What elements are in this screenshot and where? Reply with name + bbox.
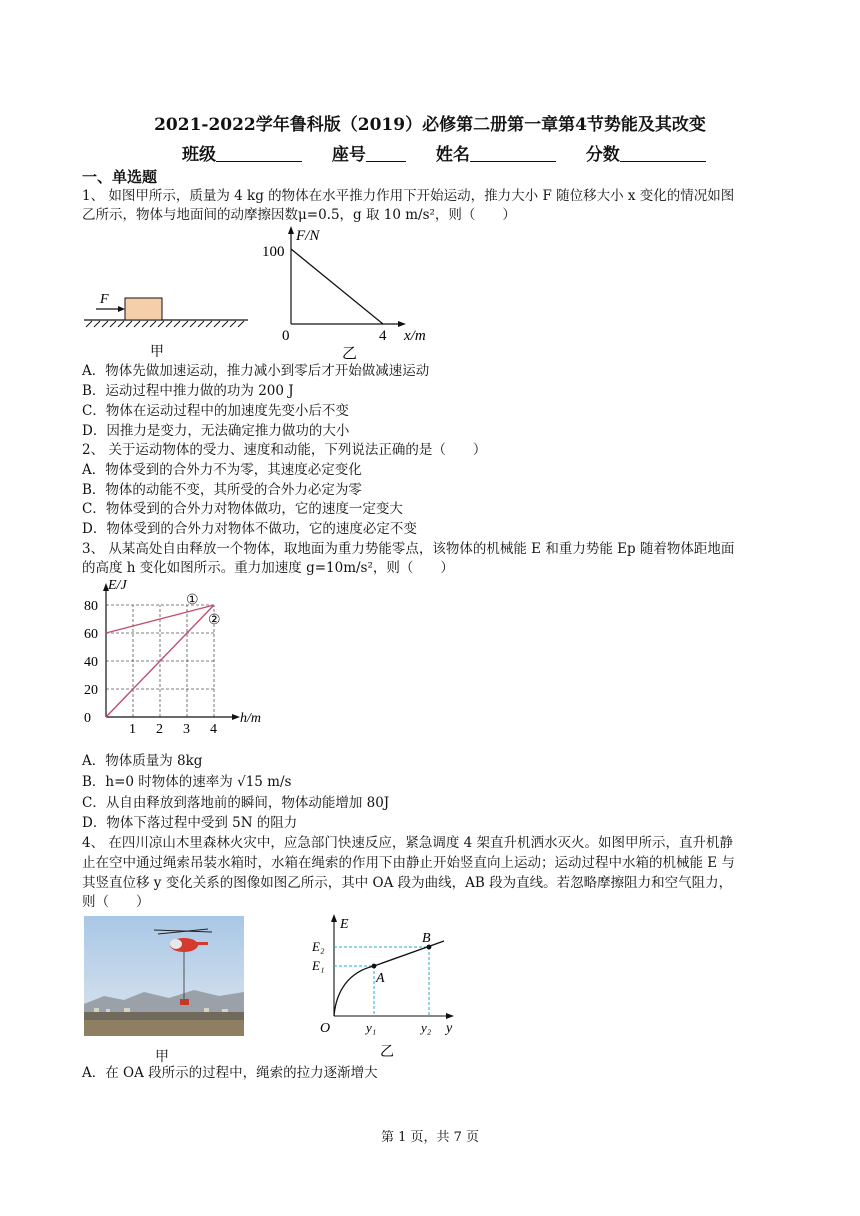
q3-option-d[interactable]: D．物体下落过程中受到 5N 的阻力 xyxy=(82,815,298,831)
score-label: 分数 xyxy=(585,145,620,165)
point-b-label: B xyxy=(422,931,431,946)
point-a-label: A xyxy=(376,971,385,986)
page-title: 2021-2022学年鲁科版（2019）必修第二册第一章第4节势能及其改变 xyxy=(154,115,706,135)
q3-option-b-text: B．h=0 时物体的速率为 √15 m/s xyxy=(82,774,292,790)
seat-label: 座号 xyxy=(331,145,366,165)
helicopter-photo xyxy=(84,916,244,1036)
y-tick-label-40: 40 xyxy=(84,655,98,670)
q4-graph-caption: 乙 xyxy=(380,1045,394,1060)
q1-stem-line1: 1、 如图甲所示，质量为 4 kg 的物体在水平推力作用下开始运动，推力大小 F 随位移大小 x 变化的情况如图 xyxy=(82,188,735,204)
label-e1: E₁ xyxy=(312,958,325,973)
seat-blank[interactable] xyxy=(366,145,406,162)
x-tick-label-4: 4 xyxy=(210,722,217,737)
q3-option-c[interactable]: C．从自由释放到落地前的瞬间，物体动能增加 80J xyxy=(82,795,390,811)
q4-stem-line2: 止在空中通过绳索吊装水箱时，水箱在绳索的作用下由静止开始竖直向上运动；运动过程中水箱的机械能 E 与 xyxy=(82,855,735,871)
name-blank[interactable] xyxy=(470,145,556,162)
yi-xtick-4: 4 xyxy=(379,328,387,344)
q3-xlabel: h/m xyxy=(240,711,261,726)
y-tick-label-60: 60 xyxy=(84,627,98,642)
fig-jia-caption: 甲 xyxy=(150,345,164,360)
x-tick-label-3: 3 xyxy=(183,722,190,737)
yi-origin: 0 xyxy=(282,328,290,344)
q4-stem-line1: 4、 在四川凉山木里森林火灾中，应急部门快速反应，紧急调度 4 架直升机洒水灭火。如图甲所示，直升机静 xyxy=(82,835,734,851)
q3-ylabel: E/J xyxy=(108,578,127,593)
q2-option-a[interactable]: A．物体受到的合外力不为零，其速度必定变化 xyxy=(82,462,362,478)
q4-graph-origin: O xyxy=(320,1021,331,1036)
q3-stem-line2: 的高度 h 变化如图所示。重力加速度 g=10m/s²，则（ ） xyxy=(82,560,454,576)
q2-option-c[interactable]: C．物体受到的合外力对物体做功，它的速度一定变大 xyxy=(82,501,403,517)
q3-stem-line1: 3、 从某高处自由释放一个物体，取地面为重力势能零点，该物体的机械能 E 和重力势能 Ep 随着物体距地面 xyxy=(82,541,735,557)
yi-ytick-100: 100 xyxy=(262,244,285,260)
q4-photo-caption: 甲 xyxy=(155,1049,169,1065)
y-tick-label-80: 80 xyxy=(84,599,98,614)
series-1-marker: ① xyxy=(186,593,199,608)
name-label: 姓名 xyxy=(435,145,470,165)
q2-stem: 2、 关于运动物体的受力、速度和动能，下列说法正确的是（ ） xyxy=(82,442,487,458)
q3-option-a[interactable]: A．物体质量为 8kg xyxy=(82,753,203,769)
fig-yi-caption: 乙 xyxy=(342,346,358,362)
q1-option-c[interactable]: C．物体在运动过程中的加速度先变小后不变 xyxy=(82,403,349,419)
q4-option-a[interactable]: A．在 OA 段所示的过程中，绳索的拉力逐渐增大 xyxy=(82,1065,378,1081)
label-y1: y₁ xyxy=(366,1020,377,1035)
score-blank[interactable] xyxy=(620,145,706,162)
class-label: 班级 xyxy=(182,145,216,165)
helicopter-image xyxy=(84,916,244,1036)
q2-option-d[interactable]: D．物体受到的合外力对物体不做功，它的速度必定不变 xyxy=(82,521,417,537)
q1-option-a[interactable]: A．物体先做加速运动，推力减小到零后才开始做减速运动 xyxy=(82,363,430,379)
page-footer: 第 1 页，共 7 页 xyxy=(380,1130,480,1145)
student-info-line xyxy=(182,140,730,165)
label-e2: E₂ xyxy=(312,939,325,954)
yi-ylabel: F/N xyxy=(296,228,320,244)
q4-energy-graph xyxy=(308,908,478,1064)
force-label: F xyxy=(100,292,109,307)
q3-energy-chart xyxy=(82,577,282,737)
q1-figure-yi xyxy=(258,222,448,364)
class-blank[interactable] xyxy=(216,145,302,162)
q1-figure-jia xyxy=(82,284,252,364)
label-y2: y₂ xyxy=(421,1020,432,1035)
q4-stem-line3: 其竖直位移 y 变化关系的图像如图乙所示，其中 OA 段为曲线，AB 段为直线。若忽略摩擦阻力和空气阻力， xyxy=(82,875,733,891)
y-tick-label-20: 20 xyxy=(84,683,98,698)
q4-graph-xlabel: y xyxy=(446,1021,453,1036)
q3-option-b[interactable] xyxy=(82,773,291,791)
section-title: 一、单选题 xyxy=(82,168,158,186)
x-tick-label-1: 1 xyxy=(129,722,136,737)
q1-option-b[interactable]: B．运动过程中推力做的功为 200 J xyxy=(82,383,294,399)
q4-stem-line4: 则（ ） xyxy=(82,894,150,910)
series-2-marker: ② xyxy=(208,613,221,628)
q1-stem-line2: 乙所示，物体与地面间的动摩擦因数μ=0.5，g 取 10 m/s²，则（ ） xyxy=(82,207,516,223)
x-tick-label-2: 2 xyxy=(156,722,163,737)
q1-option-d[interactable]: D．因推力是变力，无法确定推力做功的大小 xyxy=(82,423,350,439)
yi-xlabel: x/m xyxy=(404,328,426,344)
y-tick-label-0: 0 xyxy=(84,711,91,726)
q4-graph-ylabel: E xyxy=(340,917,349,932)
q2-option-b[interactable]: B．物体的动能不变，其所受的合外力必定为零 xyxy=(82,482,362,498)
